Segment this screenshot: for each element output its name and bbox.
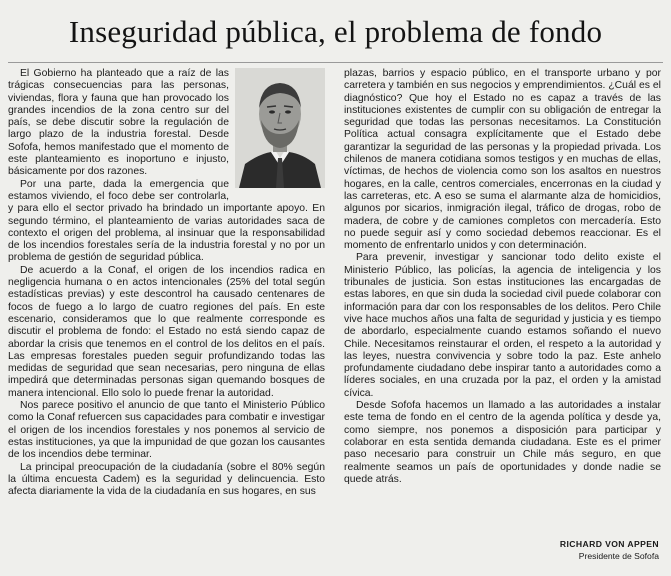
article-column-left (8, 68, 325, 570)
paragraph: Por una parte, dada la emergencia que estamos viviendo, el foco debe ser controlarla, y para ello el sector privado ha brindado un importante apoyo. En segundo término, el planteamiento de varias autoridades saca de contexto el origen del problema, al insinuar que la responsabilidad de los incendios forestales sería de la industria forestal y no por un problema de gestión de seguridad pública. (8, 178, 325, 264)
paragraph: De acuerdo a la Conaf, el origen de los incendios radica en negligencia humana o en actos intencionales (25% del total según estadísticas previas) y este descontrol ha causado centenares de focos de fuego a lo largo de cuatro regiones del país. En este escenario, consideramos que lo que realmente corresponde es discutir el problema de fondo: el Estado no está siendo capaz de abordar la crisis que tenemos en el control de los delitos en el país. Las empresas forestales pueden seguir profundizando todas las medidas de seguridad que sean necesarias, pero ninguna de ellas impedirá que determinadas personas sigan quemando bosques de manera intencional. Ello solo lo puede frenar la autoridad. (8, 264, 325, 399)
author-portrait-image (235, 68, 325, 188)
author-portrait (235, 68, 325, 188)
author-role: Presidente de Sofofa (578, 551, 659, 561)
title-divider (8, 62, 663, 63)
paragraph: Desde Sofofa hacemos un llamado a las autoridades a instalar este tema de fondo en el centro de la agenda política y desde ya, como siempre, nos ponemos a disposición para participar y colaborar en esta sentida demanda ciudadana. Este es el primer paso necesario para construir un Chile más seguro, en que realmente seamos un país de oportunidades y donde nadie se quede atrás. (344, 400, 661, 485)
paragraph: El Gobierno ha planteado que a raíz de las trágicas consecuencias para las personas, viviendas, flora y fauna que han provocado los grandes incendios de la zona centro sur del país, se debe discutir sobre la regulación de largo plazo de la industria forestal. Desde Sofofa, hemos manifestado que el momento de este planteamiento es inoportuno e injusto, básicamente por dos razones. (8, 68, 229, 178)
paragraph: Para prevenir, investigar y sancionar todo delito existe el Ministerio Público, las policías, la agencia de inteligencia y los tribunales de justicia. Son estas instituciones las encargadas de estas labores, en que sin duda la sociedad civil puede colaborar con información para dar con los responsables de los delitos. Pero Chile vive hace muchos años una falta de seguridad y justicia y es tiempo de abordarlo, especialmente cuando estamos soñando el nuevo Chile. Necesitamos reinstaurar el orden, el respeto a la autoridad y las leyes, nuestra convivencia y sobre todo la paz. Este anhelo profundamente ciudadano debe inspirar tanto a autoridades como a líderes sociales, en una cruzada por la paz, el orden y la amistad cívica. (344, 252, 661, 399)
paragraph: Nos parece positivo el anuncio de que tanto el Ministerio Público como la Conaf refuercen sus capacidades para combatir e investigar el origen de los incendios forestales y nos ponemos al servicio de estas instituciones, ya que la impunidad de que gozan los causantes de los incendios debe terminar. (8, 400, 325, 461)
article-column-right (344, 68, 661, 538)
author-name: RICHARD VON APPEN (559, 539, 659, 549)
paragraph: plazas, barrios y espacio público, en el transporte urbano y por carretera y también en sus negocios y emprendimientos. ¿Cuál es el diagnóstico? Que hoy el Estado no es capaz a través de las instituciones existentes de cumplir con su obligación de entregar la seguridad que todas las personas necesitamos. La Constitución Política actual consagra explícitamente que el Estado debe garantizar la seguridad de las personas y la propiedad privada. Los chilenos de manera cotidiana somos testigos y en muchas de ellas, víctimas, de hechos de violencia como son los asaltos en nuestros hogares, en la calle, centros comerciales, encerronas en la ciudad y las carreteras, etc. A eso se suma el alarmante alza de homicidios, algunos por sicarios, inmigración ilegal, tráfico de drogas, robo de madera, de cobre y de camiones completos con mercadería. Esto no puede seguir así y como sociedad debemos reaccionar. Es el momento de enfrentarlo unidos y con determinación. (344, 68, 661, 252)
paragraph: La principal preocupación de la ciudadanía (sobre el 80% según la última encuesta Cadem) es la seguridad y delincuencia. Esto afecta diariamente la vida de la ciudadanía en sus hogares, en sus (8, 461, 325, 498)
author-signature (560, 538, 659, 562)
article-title: Inseguridad pública, el problema de fondo (68, 14, 603, 49)
